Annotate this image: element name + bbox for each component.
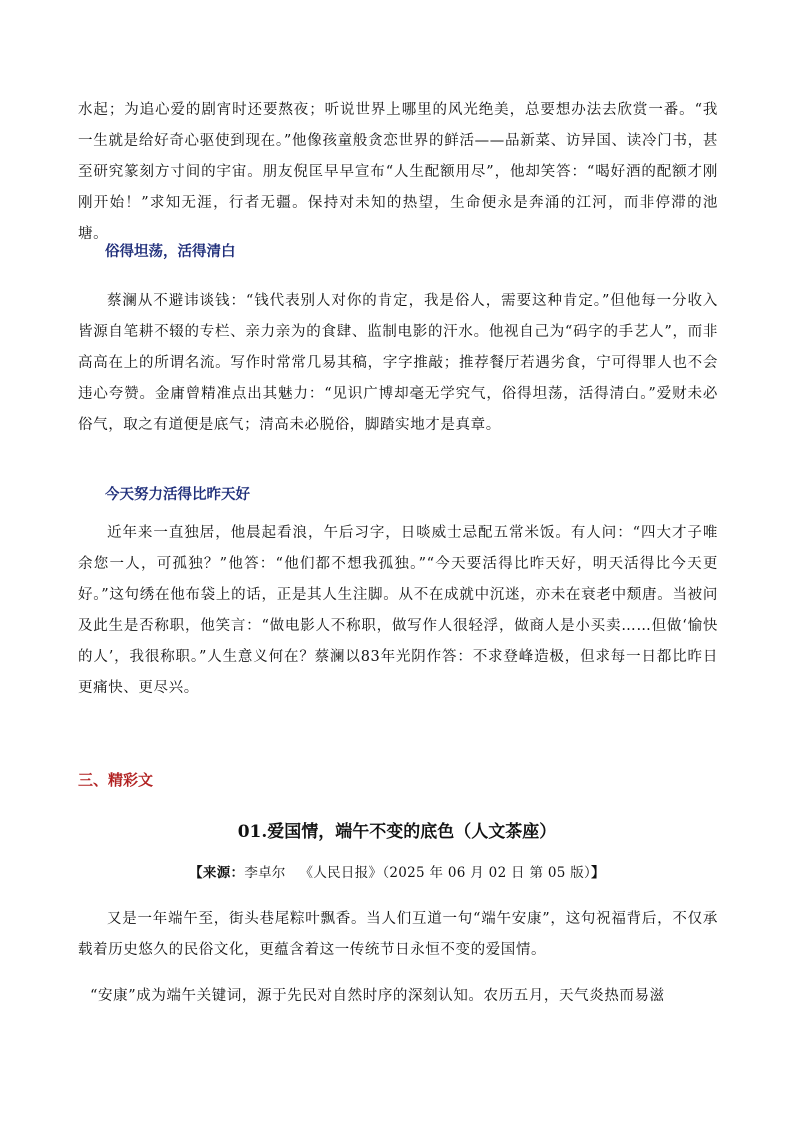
paragraph-curiosity: 水起；为追心爱的剧宵时还要熬夜；听说世界上哪里的风光绝美，总要想办法去欣赏一番。“我一生就是给好奇心驱使到现在。”他像孩童般贪恋世界的鲜活——品新菜、访异国、读冷门书，甚至研究篆刻方寸间的宇宙。朋友倪匡早早宣布“人生配额用尽”，他却笑答：“喝好酒的配额才刚刚开始！”求知无涯，行者无疆。保持对未知的热望，生命便永是奔涌的江河，而非停滞的池塘。 <box>78 102 718 242</box>
source-bracket-open: 【来源： <box>189 865 245 881</box>
paragraph-living-alone: 近年来一直独居，他晨起看浪，午后习字，日啖威士忌配五常米饭。有人问：“四大才子唯余您一人，可孤独？”他答：“他们都不想我孤独。”“今天要活得比昨天好，明天活得比今天更好。”这句绣在他布袋上的话，正是其人生注脚。从不在成就中沉迷，亦未在衰老中颓唐。当被问及此生是否称职，他笑言：“做电影人不称职，做写作人很轻浮，做商人是小买卖……但做‘愉快的人’，我很称职。”人生意义何在？蔡澜以83年光阴作答：不求登峰造极，但求每一日都比昨日更痛快、更尽兴。 <box>78 525 718 696</box>
subheading-honest-vulgar: 俗得坦荡，活得清白 <box>105 243 236 260</box>
article-title: 01.爱国情，端午不变的底色（人文茶座） <box>237 822 557 842</box>
source-date: （2025 年 06 月 02 日 第 05 版） <box>382 865 592 881</box>
paragraph-money: 蔡澜从不避讳谈钱：“钱代表别人对你的肯定，我是俗人，需要这种肯定。”但他每一分收入皆源自笔耕不辍的专栏、亲力亲为的食肆、监制电影的汗水。他视自己为“码字的手艺人”，而非高高在上的所谓名流。写作时常常几易其稿，字字推敲；推荐餐厅若遇劣食，宁可得罪人也不会违心夸赞。金庸曾精准点出其魅力：“见识广博却毫无学究气，俗得坦荡，活得清白。”爱财未必俗气，取之有道便是底气；清高未必脱俗，脚踏实地才是真章。 <box>78 293 718 433</box>
subheading-better-than-yesterday: 今天努力活得比昨天好 <box>105 486 250 503</box>
paragraph-ankang: “安康”成为端午关键词，源于先民对自然时序的深刻认知。农历五月，天气炎热而易滋 <box>90 988 665 1004</box>
source-author: 李卓尔 <box>244 865 286 881</box>
section-heading: 三、精彩文 <box>78 771 154 789</box>
source-bracket-close: 】 <box>591 865 605 881</box>
article-source-line <box>0 861 794 881</box>
source-paper: 《人民日报》 <box>299 865 383 881</box>
paragraph-dragon-boat: 又是一年端午至，街头巷尾粽叶飘香。当人们互道一句“端午安康”，这句祝福背后，不仅承载着历史悠久的民俗文化，更蕴含着这一传统节日永恒不变的爱国情。 <box>78 911 718 958</box>
